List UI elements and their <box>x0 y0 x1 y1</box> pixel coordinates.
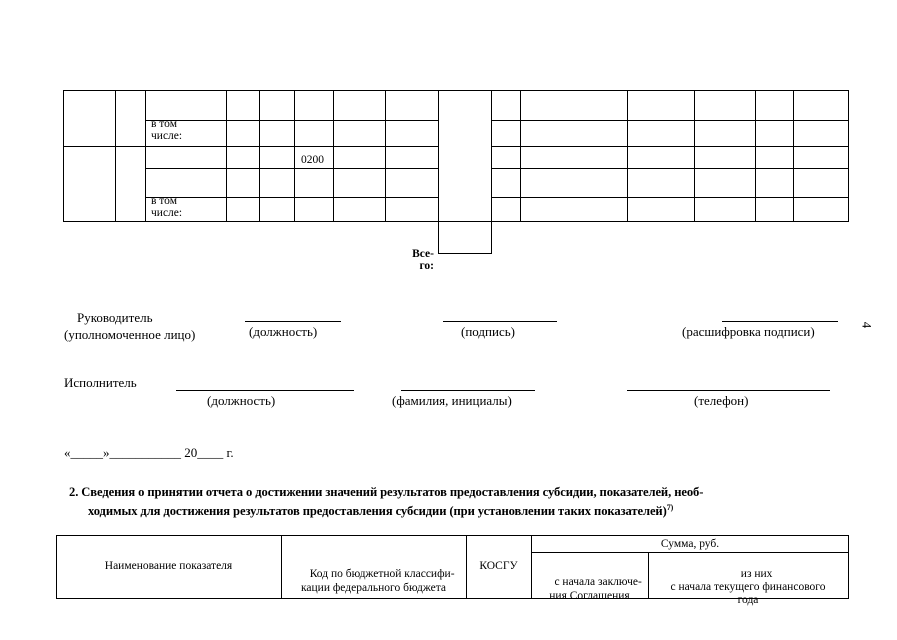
head-signature-caption: (подпись) <box>461 324 515 339</box>
head-decode-caption: (расшифровка подписи) <box>682 324 815 339</box>
head-signature-line <box>443 321 557 322</box>
total-label-text: Все- го: <box>412 248 434 272</box>
section2-title-line1: 2. Сведения о принятии отчета о достижении значений результатов предоставления субсидии, показателей, необ- <box>69 485 704 499</box>
head-position-line <box>245 321 341 322</box>
incl-label-2 <box>151 171 182 243</box>
head-decode-line <box>722 321 838 322</box>
executor-name-line <box>401 390 535 391</box>
executor-position-caption: (должность) <box>207 393 276 408</box>
incl-label-1-text: в том числе: <box>151 118 183 142</box>
executor-label: Исполнитель <box>64 375 137 390</box>
header-since-agreement-text: с начала заключе- ния Соглашения <box>549 576 642 602</box>
head-label-text: Руководитель (уполномоченное лицо) <box>64 310 196 342</box>
header-sum: Сумма, руб. <box>660 538 720 550</box>
incl-label-1 <box>151 94 182 166</box>
section2-title-line2 <box>88 501 673 518</box>
head-position-caption: (должность) <box>249 324 318 339</box>
code-value: 0200 <box>301 154 324 166</box>
header-indicator: Наименование показателя <box>104 560 233 572</box>
header-of-which-text: из них с начала текущего финансового года <box>670 568 826 606</box>
header-of-which <box>648 555 848 620</box>
footnote-marker: 7) <box>666 503 674 512</box>
header-code-text: Код по бюджетной классифи- кации федерального бюджета <box>301 568 455 594</box>
page-number: 4 <box>859 321 875 329</box>
date-line: «_____»___________ 20____ г. <box>64 445 234 460</box>
head-label <box>64 292 195 360</box>
incl-label-2-text: в том числе: <box>151 195 183 219</box>
header-kosgu: КОСГУ <box>479 560 518 572</box>
total-label <box>402 224 434 296</box>
section2-title-line2-text: ходимых для достижения результатов предоставления субсидии (при установлении таких показателей) <box>88 504 667 519</box>
executor-name-caption: (фамилия, инициалы) <box>392 393 512 408</box>
executor-phone-caption: (телефон) <box>694 393 749 408</box>
executor-phone-line <box>627 390 830 391</box>
executor-position-line <box>176 390 354 391</box>
code-cell <box>301 154 324 166</box>
header-code <box>281 553 466 609</box>
header-since-agreement <box>531 561 648 617</box>
